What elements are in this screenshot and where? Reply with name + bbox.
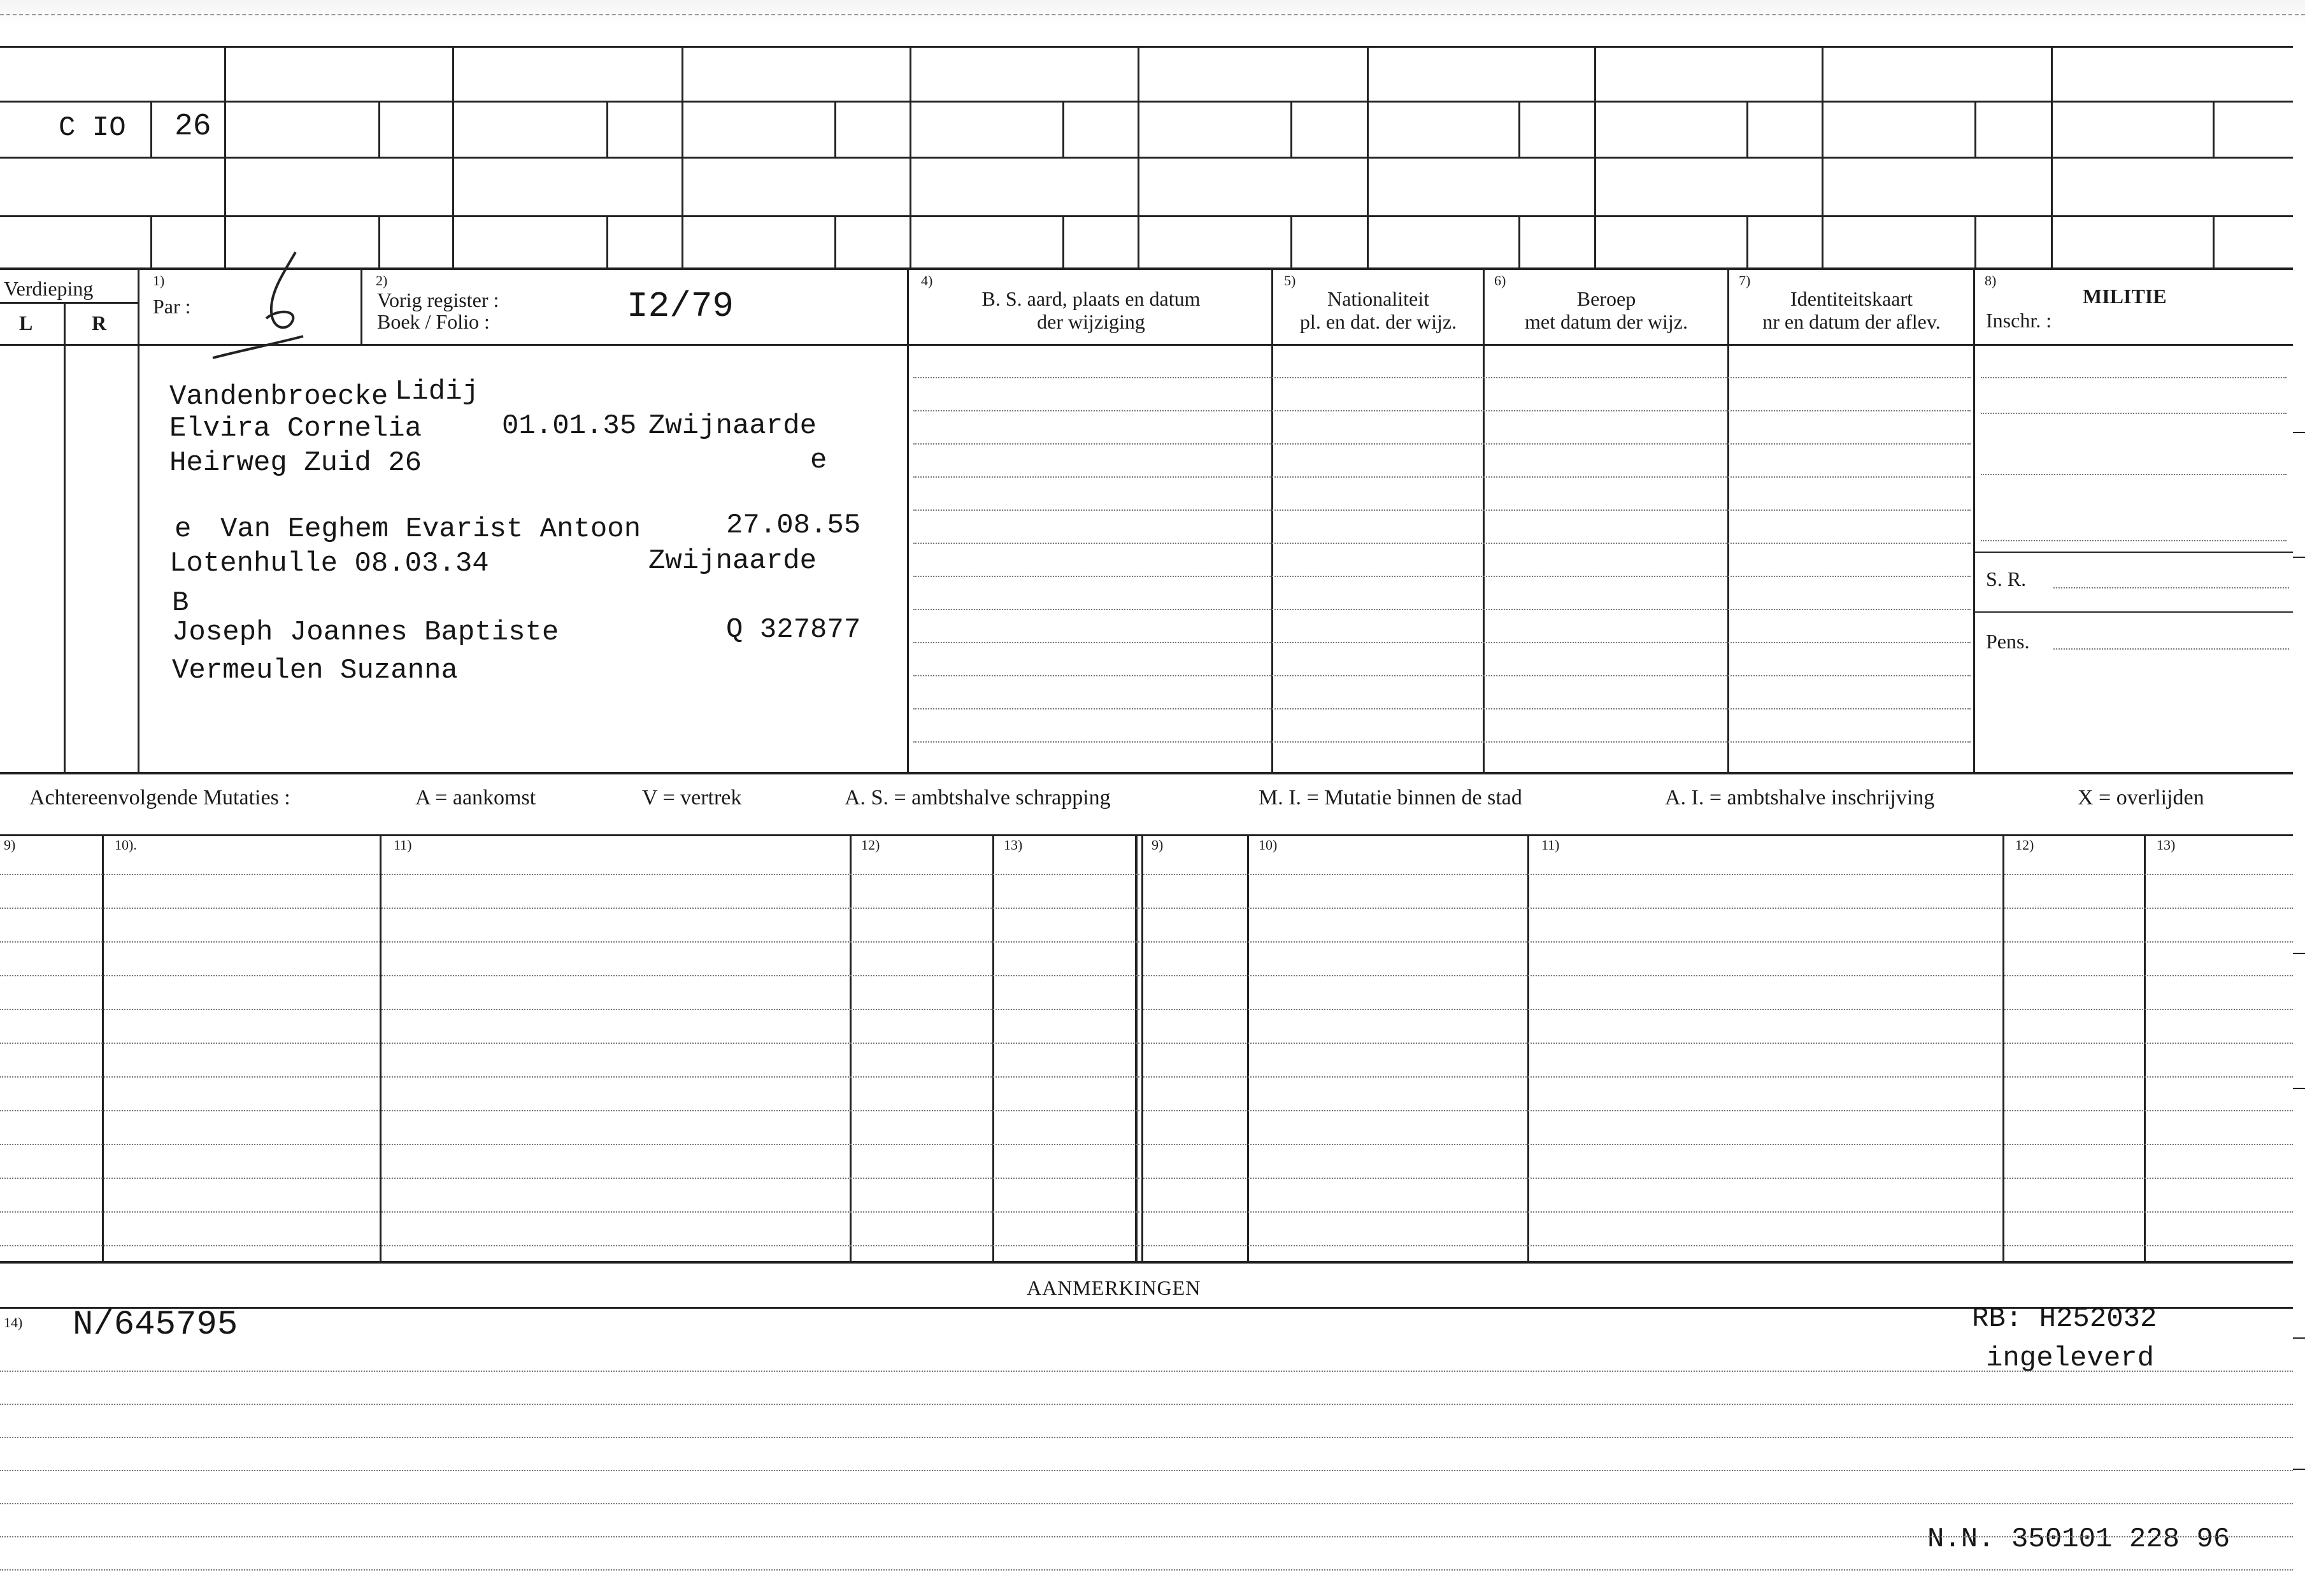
grid-line bbox=[992, 834, 994, 1261]
ruled-line bbox=[0, 1009, 2293, 1010]
spouse-place: Zwijnaarde bbox=[648, 545, 817, 577]
grid-line bbox=[1367, 46, 1369, 269]
grid-line bbox=[0, 302, 138, 304]
father-code: Q 327877 bbox=[726, 614, 861, 646]
grid-line bbox=[910, 46, 911, 269]
grid-line bbox=[1727, 269, 1729, 772]
person-line2-name: Elvira Cornelia bbox=[169, 413, 422, 445]
ruled-line bbox=[0, 975, 2293, 976]
grid-line bbox=[1141, 834, 1143, 1261]
ruled-line bbox=[0, 1043, 2293, 1044]
person-line1-extra: Lidij bbox=[395, 376, 480, 408]
header-verdieping: Verdieping bbox=[4, 277, 94, 300]
header-inschr: Inschr. : bbox=[1986, 309, 2052, 332]
grid-line bbox=[2144, 834, 2146, 1261]
grid-line bbox=[1973, 269, 1975, 772]
mut-col-13: 13) bbox=[1004, 837, 1023, 853]
grid-line bbox=[1518, 101, 1520, 157]
header-bs-line2: der wijziging bbox=[1037, 310, 1145, 333]
mother-name: Vermeulen Suzanna bbox=[172, 655, 458, 687]
grid-line bbox=[1247, 834, 1249, 1261]
header-vorig-register: Vorig register : bbox=[377, 289, 499, 311]
grid-line bbox=[64, 302, 66, 772]
grid-line bbox=[138, 269, 139, 772]
grid-line bbox=[1135, 834, 1138, 1261]
grid-line bbox=[606, 101, 608, 157]
legend-mi: M. I. = Mutatie binnen de stad bbox=[1259, 786, 1522, 809]
header-par-num: 1) bbox=[153, 273, 165, 289]
top-border bbox=[0, 14, 2305, 15]
ruled-line bbox=[0, 1569, 2293, 1571]
grid-line bbox=[0, 215, 2293, 217]
grid-line bbox=[378, 215, 380, 267]
militie-line bbox=[1981, 540, 2287, 541]
person-line2-date: 01.01.35 bbox=[502, 410, 637, 442]
grid-line bbox=[0, 267, 2293, 270]
person-line2-place: Zwijnaarde bbox=[648, 410, 817, 442]
ruled-line bbox=[913, 377, 1971, 378]
header-bs-line1: B. S. aard, plaats en datum bbox=[981, 287, 1201, 310]
handwritten-par-mark bbox=[257, 248, 308, 344]
grid-line bbox=[138, 344, 2293, 346]
header-militie-num: 8) bbox=[1985, 273, 1997, 289]
top-scan-edge bbox=[0, 0, 2305, 25]
grid-line bbox=[0, 834, 2293, 836]
legend-ai: A. I. = ambtshalve inschrijving bbox=[1665, 786, 1935, 809]
ruled-line bbox=[913, 476, 1971, 478]
grid-line bbox=[0, 46, 2293, 48]
grid-line bbox=[2213, 215, 2215, 267]
legend-v: V = vertrek bbox=[642, 786, 742, 809]
header-militie: MILITIE bbox=[2083, 285, 2167, 308]
grid-line bbox=[1594, 46, 1596, 269]
ruled-line bbox=[0, 908, 2293, 909]
register-number: 26 bbox=[175, 110, 211, 144]
grid-line bbox=[1483, 269, 1485, 772]
grid-line bbox=[834, 215, 836, 267]
header-bs-num: 4) bbox=[921, 273, 933, 289]
grid-line bbox=[1746, 215, 1748, 267]
legend-a: A = aankomst bbox=[415, 786, 536, 809]
grid-line bbox=[224, 46, 226, 269]
grid-line bbox=[1138, 46, 1139, 269]
ruled-line bbox=[0, 1470, 2293, 1471]
header-nat-line1: Nationaliteit bbox=[1327, 287, 1429, 310]
militie-pens: Pens. bbox=[1986, 630, 2030, 653]
ruled-line bbox=[0, 1211, 2293, 1213]
ruled-line bbox=[0, 1144, 2293, 1145]
ruled-line bbox=[913, 543, 1971, 544]
handwritten-stroke bbox=[210, 331, 306, 363]
ruled-line bbox=[913, 675, 1971, 676]
edge-tick bbox=[2293, 1088, 2305, 1089]
ruled-line bbox=[913, 708, 1971, 709]
grid-line bbox=[1527, 834, 1529, 1261]
grid-line bbox=[1974, 101, 1976, 157]
header-beroep-num: 6) bbox=[1494, 273, 1506, 289]
ruled-line bbox=[0, 1536, 2293, 1537]
grid-line bbox=[1062, 215, 1064, 267]
ruled-line bbox=[0, 1178, 2293, 1179]
ruled-line bbox=[913, 443, 1971, 445]
mut-col-12b: 12) bbox=[2015, 837, 2034, 853]
militie-pens-line bbox=[2053, 648, 2289, 650]
remarks-rb: RB: H252032 bbox=[1972, 1303, 2157, 1335]
militie-line bbox=[1981, 474, 2287, 475]
remarks-code: N/645795 bbox=[73, 1306, 238, 1344]
header-r: R bbox=[92, 311, 107, 334]
ruled-line bbox=[0, 1245, 2293, 1246]
edge-tick bbox=[2293, 557, 2305, 558]
grid-line bbox=[150, 101, 152, 157]
header-l: L bbox=[19, 311, 33, 334]
father-name: Joseph Joannes Baptiste bbox=[172, 616, 559, 648]
vorig-register-value: I2/79 bbox=[627, 286, 734, 327]
mut-col-9b: 9) bbox=[1152, 837, 1164, 853]
remarks-title: AANMERKINGEN bbox=[1027, 1276, 1201, 1299]
grid-line bbox=[1290, 215, 1292, 267]
ruled-line bbox=[0, 941, 2293, 943]
ruled-line bbox=[0, 1437, 2293, 1438]
mut-col-13b: 13) bbox=[2157, 837, 2176, 853]
ruled-line bbox=[913, 609, 1971, 610]
header-id-num: 7) bbox=[1739, 273, 1751, 289]
person-line1: Vandenbroecke bbox=[169, 381, 389, 413]
ruled-line bbox=[913, 741, 1971, 743]
spouse-name: Van Eeghem Evarist Antoon bbox=[220, 513, 641, 545]
ruled-line bbox=[0, 1110, 2293, 1111]
grid-line bbox=[1290, 101, 1292, 157]
grid-line bbox=[2002, 834, 2004, 1261]
ruled-line bbox=[0, 1076, 2293, 1078]
ruled-line bbox=[913, 642, 1971, 643]
spouse-birth: Lotenhulle 08.03.34 bbox=[169, 548, 489, 580]
grid-line bbox=[1822, 46, 1823, 269]
grid-line bbox=[360, 269, 362, 344]
ruled-line bbox=[913, 410, 1971, 411]
grid-line bbox=[1518, 215, 1520, 267]
header-beroep-line1: Beroep bbox=[1576, 287, 1636, 310]
grid-line bbox=[907, 269, 909, 772]
grid-line bbox=[452, 46, 454, 269]
edge-tick bbox=[2293, 432, 2305, 433]
grid-line bbox=[1746, 101, 1748, 157]
header-nat-line2: pl. en dat. der wijz. bbox=[1299, 310, 1457, 333]
mut-col-11b: 11) bbox=[1541, 837, 1560, 853]
militie-line bbox=[1981, 413, 2287, 414]
grid-line bbox=[0, 1307, 2293, 1309]
ruled-line bbox=[913, 576, 1971, 577]
remarks-num: 14) bbox=[4, 1315, 23, 1330]
mut-col-9: 9) bbox=[4, 837, 16, 853]
ruled-line bbox=[0, 1371, 2293, 1372]
grid-line bbox=[0, 101, 2293, 103]
grid-line bbox=[682, 46, 683, 269]
mut-col-10: 10). bbox=[115, 837, 137, 853]
edge-tick bbox=[2293, 1337, 2305, 1339]
header-nat-num: 5) bbox=[1284, 273, 1296, 289]
mut-col-12: 12) bbox=[861, 837, 880, 853]
header-id-line1: Identiteitskaart bbox=[1790, 287, 1913, 310]
grid-line bbox=[1974, 215, 1976, 267]
grid-line bbox=[1062, 101, 1064, 157]
grid-line bbox=[606, 215, 608, 267]
grid-line bbox=[834, 101, 836, 157]
militie-sr-line bbox=[2053, 587, 2289, 588]
ruled-line bbox=[913, 509, 1971, 511]
grid-line bbox=[150, 215, 152, 267]
grid-line bbox=[2051, 46, 2053, 269]
grid-line bbox=[378, 101, 380, 157]
header-boek-folio: Boek / Folio : bbox=[377, 310, 490, 333]
ruled-line bbox=[0, 1503, 2293, 1504]
grid-line bbox=[0, 1261, 2293, 1264]
person-line3: Heirweg Zuid 26 bbox=[169, 447, 422, 479]
grid-line bbox=[0, 344, 138, 346]
edge-tick bbox=[2293, 1469, 2305, 1470]
mut-col-10b: 10) bbox=[1259, 837, 1278, 853]
spouse-date: 27.08.55 bbox=[726, 509, 861, 541]
militie-line bbox=[1973, 611, 2293, 613]
grid-line bbox=[0, 772, 2293, 774]
militie-line bbox=[1973, 552, 2293, 553]
grid-line bbox=[2213, 101, 2215, 157]
edge-tick bbox=[2293, 953, 2305, 954]
header-id-line2: nr en datum der aflev. bbox=[1762, 310, 1941, 333]
letter-b: B bbox=[172, 587, 189, 619]
header-beroep-line2: met datum der wijz. bbox=[1525, 310, 1688, 333]
militie-line bbox=[1981, 377, 2287, 378]
header-par: Par : bbox=[153, 295, 191, 318]
grid-line bbox=[380, 834, 382, 1261]
legend-title: Achtereenvolgende Mutaties : bbox=[29, 786, 290, 809]
grid-line bbox=[1271, 269, 1273, 772]
legend-x: X = overlijden bbox=[2078, 786, 2204, 809]
ruled-line bbox=[0, 874, 2293, 875]
grid-line bbox=[0, 157, 2293, 159]
militie-sr: S. R. bbox=[1986, 567, 2027, 590]
person-line3-extra: e bbox=[810, 445, 827, 476]
mut-col-11: 11) bbox=[394, 837, 412, 853]
remarks-rb-note: ingeleverd bbox=[1986, 1343, 2155, 1374]
grid-line bbox=[850, 834, 852, 1261]
spouse-prefix: e bbox=[175, 513, 192, 545]
grid-line bbox=[102, 834, 104, 1261]
remarks-nn: N.N. 350101 228 96 bbox=[1927, 1523, 2230, 1555]
register-code: C IO bbox=[59, 112, 126, 144]
header-vorig-num: 2) bbox=[376, 273, 388, 289]
ruled-line bbox=[0, 1404, 2293, 1405]
legend-as: A. S. = ambtshalve schrapping bbox=[845, 786, 1111, 809]
